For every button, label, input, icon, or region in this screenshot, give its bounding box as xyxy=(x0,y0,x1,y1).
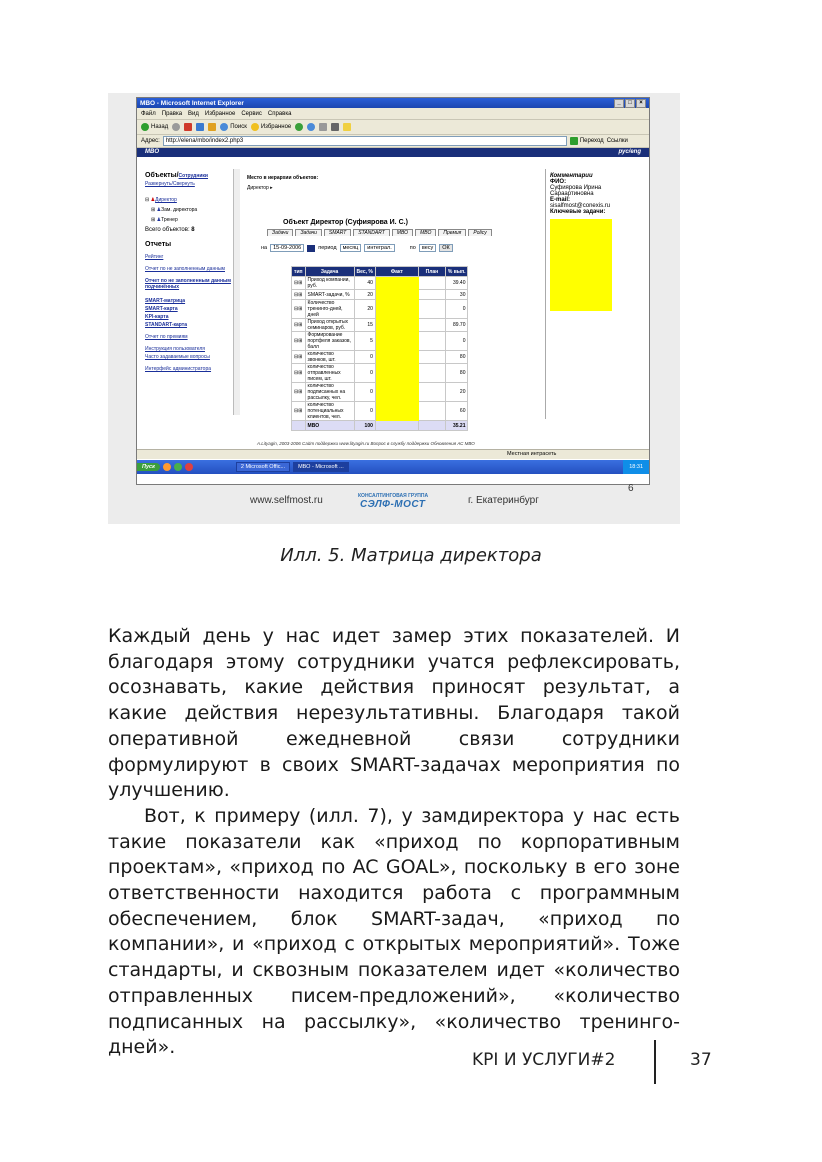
fio-label: ФИО: xyxy=(550,179,567,185)
row-percent: 89.70 xyxy=(445,319,468,332)
link-unfilled-subordinates[interactable]: Отчет по не заполненным данным подчинённых xyxy=(145,278,231,290)
calendar-icon[interactable] xyxy=(307,245,315,252)
clock: 18:31 xyxy=(629,464,643,470)
row-plan-cell[interactable] xyxy=(418,402,445,421)
row-weight: 0 xyxy=(354,402,375,421)
row-weight: 40 xyxy=(354,277,375,290)
start-button[interactable]: Пуск xyxy=(137,463,160,471)
link-faq[interactable]: Часто задаваемые вопросы xyxy=(145,354,210,360)
tree-item-director[interactable]: ⊟ ♟Директор xyxy=(145,197,177,203)
table-header-row xyxy=(292,267,468,277)
table-row xyxy=(292,277,468,290)
menu-favorites[interactable]: Избранное xyxy=(204,110,236,117)
link-bonus-report[interactable]: Отчет по премиям xyxy=(145,334,188,340)
row-fact-cell[interactable] xyxy=(375,290,418,300)
row-plan-cell[interactable] xyxy=(418,277,445,290)
ok-button[interactable]: ОК xyxy=(439,244,452,252)
footer-divider xyxy=(654,1040,656,1084)
slide-footer xyxy=(108,485,680,515)
row-fact-cell[interactable] xyxy=(375,277,418,290)
favorites-button[interactable] xyxy=(251,123,291,131)
home-icon[interactable] xyxy=(208,123,216,131)
table-total-row xyxy=(292,421,468,431)
object-title: Объект Директор (Суфиярова И. С.) xyxy=(283,219,408,226)
row-percent: 60 xyxy=(445,402,468,421)
taskbar-office[interactable]: 2 Microsoft Offic... xyxy=(236,462,290,472)
table-row xyxy=(292,300,468,319)
browser-titlebar xyxy=(137,98,649,108)
expand-collapse-link[interactable]: Развернуть/Свернуть xyxy=(145,181,195,187)
go-label: Переход xyxy=(579,138,604,144)
status-zone: Местная интрасеть xyxy=(507,451,557,457)
total-weight: 100 xyxy=(354,421,375,431)
total-fact xyxy=(375,421,418,431)
row-fact-cell[interactable] xyxy=(375,319,418,332)
period-label: период xyxy=(318,245,337,251)
period-select[interactable]: месяц xyxy=(340,244,362,252)
row-task: количество подписанных на рассылку, чел. xyxy=(305,383,354,402)
col-fact: Факт xyxy=(375,267,418,277)
favorites-label: Избранное xyxy=(260,124,292,130)
link-kpi-card[interactable]: KPI-карта xyxy=(145,314,169,320)
row-fact-cell[interactable] xyxy=(375,402,418,421)
star-icon xyxy=(251,123,259,131)
company-logo: СЭЛФ-МОСТ xyxy=(360,499,426,510)
row-percent: 30 xyxy=(445,290,468,300)
email-label: E-mail: xyxy=(550,197,571,203)
row-type-icons[interactable]: ⊟⊞ xyxy=(292,319,306,332)
type-select[interactable]: интеграл. xyxy=(364,244,395,252)
mbo-matrix-table xyxy=(291,266,468,431)
key-tasks-area[interactable] xyxy=(550,219,612,311)
forward-arrow-icon[interactable] xyxy=(172,123,180,131)
sort-label: по xyxy=(409,245,416,251)
paragraph-1: Каждый день у нас идет замер этих показателей. И благодаря этому сотрудники учатся рефлексировать, осознавать, какие действия приносят результат, а какие действия нерезультативны. Благодаря такой оперативной ежедневной связи сотрудники формулируют в своих SMART-задачах мероприятия по улучшению. xyxy=(108,625,680,802)
go-button[interactable] xyxy=(570,137,604,145)
row-plan-cell[interactable] xyxy=(418,364,445,383)
tree-item-deputy[interactable]: ⊞ ♟Зам. директора xyxy=(151,207,198,213)
row-task: количество звонков, шт. xyxy=(305,351,354,364)
tab-strip xyxy=(267,229,537,236)
taskbar xyxy=(137,460,649,474)
stop-icon[interactable] xyxy=(184,123,192,131)
menu-bar xyxy=(137,108,649,120)
tab-policy[interactable]: Policy xyxy=(468,229,491,236)
row-type-icons[interactable]: ⊟⊞ xyxy=(292,383,306,402)
window-title: МВО - Microsoft Internet Explorer xyxy=(140,99,244,107)
print-icon[interactable] xyxy=(331,123,339,131)
menu-edit[interactable]: Правка xyxy=(161,110,183,117)
row-task: Количество тренинго-дней, дней xyxy=(305,300,354,319)
row-type-icons[interactable]: ⊟⊞ xyxy=(292,332,306,351)
row-task: Приход открытых семинаров, руб. xyxy=(305,319,354,332)
slide-city: г. Екатеринбург xyxy=(468,495,539,506)
link-admin-interface[interactable]: Интерфейс администратора xyxy=(145,366,212,372)
col-task: Задача xyxy=(305,267,354,277)
row-weight: 0 xyxy=(354,383,375,402)
row-type-icons[interactable]: ⊟⊞ xyxy=(292,351,306,364)
comments-heading: Комментарии xyxy=(550,173,593,179)
left-panel xyxy=(145,169,240,415)
menu-tools[interactable]: Сервис xyxy=(241,110,262,117)
tab-tasks-2[interactable]: Задачи xyxy=(295,229,321,236)
row-type-icons[interactable]: ⊟⊞ xyxy=(292,277,306,290)
col-type: тип xyxy=(292,267,306,277)
menu-help[interactable]: Справка xyxy=(267,110,292,117)
tree-item-trainer[interactable]: ⊞ ♟Тренер xyxy=(151,217,178,223)
paragraph-2: Вот, к примеру (илл. 7), у замдиректора у нас есть такие показатели как «приход по корпоративным проектам», «приход по AC GOAL», поскольку в его зоне ответственности находится работа с программным обеспечением, блок SMART-задач, «приход по компании», и «приход с открытых мероприятий». Тоже стандарты, и сквозным показателем идет «количество отправленных писем-предложений», «количество подписанных на рассылку», «количество тренинго-дней». xyxy=(108,804,680,1059)
browser-toolbar xyxy=(137,120,649,135)
tab-bonus[interactable]: Премия xyxy=(438,229,466,236)
row-percent: 80 xyxy=(445,364,468,383)
row-plan-cell[interactable] xyxy=(418,332,445,351)
quicklaunch-icon[interactable] xyxy=(174,463,182,471)
menu-view[interactable]: Вид xyxy=(188,110,199,117)
table-row xyxy=(292,319,468,332)
row-weight: 20 xyxy=(354,300,375,319)
system-tray xyxy=(623,460,649,474)
row-plan-cell[interactable] xyxy=(418,319,445,332)
objects-heading xyxy=(145,172,239,179)
row-fact-cell[interactable] xyxy=(375,383,418,402)
row-task: Приход компании, руб. xyxy=(305,277,354,290)
total-percent: 35.21 xyxy=(445,421,468,431)
row-weight: 0 xyxy=(354,351,375,364)
link-user-manual[interactable]: Инструкция пользователя xyxy=(145,346,205,352)
total-objects: Всего объектов: 8 xyxy=(145,227,195,233)
folder-icon[interactable] xyxy=(343,123,351,131)
sort-select[interactable]: весу xyxy=(419,244,436,252)
row-fact-cell[interactable] xyxy=(375,364,418,383)
search-label: Поиск xyxy=(230,124,247,130)
table-row xyxy=(292,351,468,364)
menu-file[interactable]: Файл xyxy=(141,110,156,117)
site-footer: A.Lityagin, 2003-2006 Сайт поддержки www.lityagin.ru Вопрос в службу поддержки Обновления АС МВО xyxy=(257,441,475,446)
search-icon xyxy=(220,123,228,131)
row-fact-cell[interactable] xyxy=(375,351,418,364)
email-value[interactable]: sisalfmost@conexis.ru xyxy=(550,203,611,209)
row-weight: 15 xyxy=(354,319,375,332)
app-name: MBO xyxy=(145,149,159,155)
col-percent: % вып. xyxy=(445,267,468,277)
page-content xyxy=(137,165,649,433)
browser-window xyxy=(136,97,650,485)
slide-number: 6 xyxy=(628,483,634,494)
go-arrow-icon xyxy=(570,137,578,145)
row-weight: 5 xyxy=(354,332,375,351)
right-panel xyxy=(545,169,646,419)
mail-icon[interactable] xyxy=(319,123,327,131)
app-header-strip xyxy=(137,148,649,157)
refresh-icon[interactable] xyxy=(196,123,204,131)
tab-smart[interactable]: SMART xyxy=(324,229,351,236)
row-percent: 39.40 xyxy=(445,277,468,290)
link-standart-card[interactable]: STANDART-карта xyxy=(145,322,188,328)
body-text xyxy=(108,624,680,1061)
total-plan xyxy=(418,421,445,431)
row-fact-cell[interactable] xyxy=(375,332,418,351)
row-plan-cell[interactable] xyxy=(418,383,445,402)
date-label: на xyxy=(261,245,268,251)
objects-heading-text: Объекты/ xyxy=(145,172,179,179)
slide-url: www.selfmost.ru xyxy=(250,495,323,506)
date-input[interactable]: 15-09-2006 xyxy=(270,244,304,252)
taskbar-ie[interactable]: МВО - Microsoft ... xyxy=(293,462,349,472)
hierarchy-label: Место в иерархии объектов: xyxy=(247,175,319,181)
table-row xyxy=(292,364,468,383)
quicklaunch-icon[interactable] xyxy=(185,463,193,471)
row-percent: 80 xyxy=(445,351,468,364)
left-scrollbar[interactable] xyxy=(233,169,240,415)
status-bar xyxy=(137,449,649,459)
table-row xyxy=(292,402,468,421)
quicklaunch-icon[interactable] xyxy=(163,463,171,471)
tab-standart[interactable]: STANDART xyxy=(353,229,389,236)
link-smart-card[interactable]: SMART-карта xyxy=(145,306,178,312)
employees-link[interactable]: Сотрудники xyxy=(178,173,209,179)
back-label: Назад xyxy=(151,124,169,130)
search-button[interactable] xyxy=(220,123,247,131)
col-weight: Вес, % xyxy=(354,267,375,277)
object-tree xyxy=(145,195,239,225)
col-plan: План xyxy=(418,267,445,277)
fio-value: Суфиярова Ирина Сараартиновна xyxy=(550,185,602,197)
key-tasks-label: Ключевые задачи: xyxy=(550,209,606,215)
language-switch[interactable]: рус/eng xyxy=(618,149,641,155)
row-type-icons[interactable]: ⊟⊞ xyxy=(292,290,306,300)
minimize-button[interactable]: _ xyxy=(614,99,624,108)
row-fact-cell[interactable] xyxy=(375,300,418,319)
main-area xyxy=(247,169,537,429)
back-arrow-icon xyxy=(141,123,149,131)
logo-subtitle: КОНСАЛТИНГОВАЯ ГРУППА xyxy=(358,493,429,499)
row-task: количество отправленных писем, шт. xyxy=(305,364,354,383)
link-smart-matrix[interactable]: SMART-матрица xyxy=(145,298,186,304)
row-type-icons[interactable]: ⊟⊞ xyxy=(292,364,306,383)
row-percent: 20 xyxy=(445,383,468,402)
tab-tasks[interactable]: Задачи xyxy=(267,229,293,236)
row-percent: 0 xyxy=(445,332,468,351)
table-row xyxy=(292,290,468,300)
figure-screenshot xyxy=(108,93,680,524)
link-rating[interactable]: Рейтинг xyxy=(145,254,164,260)
table-row xyxy=(292,383,468,402)
links-button[interactable]: Ссылки xyxy=(606,138,628,144)
hierarchy-path[interactable]: Директор ▸ xyxy=(247,185,273,191)
running-footer-title: KPI И УСЛУГИ#2 xyxy=(472,1050,616,1070)
page-number: 37 xyxy=(690,1050,712,1070)
row-weight: 20 xyxy=(354,290,375,300)
address-input[interactable]: http://elena/mbo/index2.php3 xyxy=(163,136,567,146)
row-task: Формирование портфеля заказов, балл xyxy=(305,332,354,351)
maximize-button[interactable]: □ xyxy=(625,99,635,108)
filter-row xyxy=(261,244,537,252)
address-label: Адрес: xyxy=(141,138,160,144)
row-weight: 0 xyxy=(354,364,375,383)
figure-caption: Илл. 5. Матрица директора xyxy=(280,545,542,566)
row-type-icons[interactable]: ⊟⊞ xyxy=(292,402,306,421)
row-plan-cell[interactable] xyxy=(418,300,445,319)
row-task: SMART-задачи, % xyxy=(305,290,354,300)
row-plan-cell[interactable] xyxy=(418,351,445,364)
total-type xyxy=(292,421,306,431)
tab-mbo-2[interactable]: МВО xyxy=(415,229,436,236)
tab-mbo[interactable]: МВО xyxy=(392,229,413,236)
link-unfilled-report[interactable]: Отчет по не заполненным данным xyxy=(145,266,225,272)
table-row xyxy=(292,332,468,351)
history-icon[interactable] xyxy=(307,123,315,131)
row-task: количество потенциальных клиентов, чел. xyxy=(305,402,354,421)
close-button[interactable]: × xyxy=(636,99,646,108)
media-icon[interactable] xyxy=(295,123,303,131)
row-percent: 0 xyxy=(445,300,468,319)
row-plan-cell[interactable] xyxy=(418,290,445,300)
row-type-icons[interactable]: ⊟⊞ xyxy=(292,300,306,319)
total-label: МВО xyxy=(305,421,354,431)
back-button[interactable] xyxy=(141,123,168,131)
reports-heading: Отчеты xyxy=(145,241,172,248)
address-bar xyxy=(137,135,649,148)
